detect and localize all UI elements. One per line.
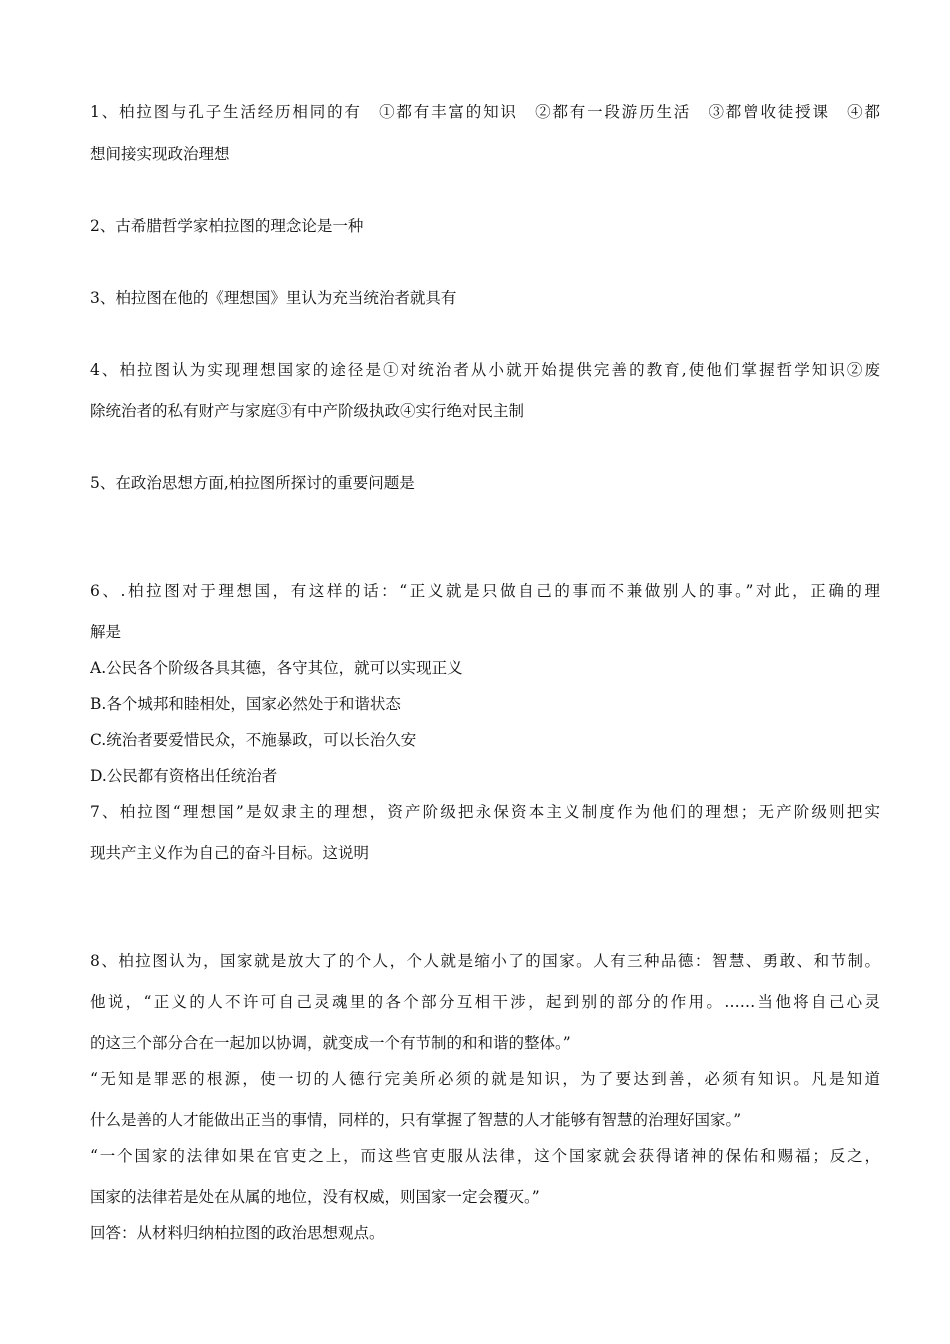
q1-stem-line-1: 1、柏拉图与孔子生活经历相同的有 ①都有丰富的知识 ②都有一段游历生活 ③都曾收徒授课 ④都 bbox=[90, 103, 880, 121]
q6-option-b: B.各个城邦和睦相处，国家必然处于和谐状态 bbox=[90, 695, 401, 713]
q8-stem-line-6: “一个国家的法律如果在官吏之上，而这些官吏服从法律，这个国家就会获得诸神的保佑和赐福；反之， bbox=[90, 1147, 880, 1165]
q1-stem-line-2: 想间接实现政治理想 bbox=[90, 145, 230, 163]
q8-stem-line-2: 他说，“正义的人不许可自己灵魂里的各个部分互相干涉，起到别的部分的作用。……当他将自己心灵 bbox=[90, 993, 880, 1011]
q5-stem: 5、在政治思想方面,柏拉图所探讨的重要问题是 bbox=[90, 474, 415, 492]
q8-stem-line-4: “无知是罪恶的根源，使一切的人德行完美所必须的就是知识，为了要达到善，必须有知识。凡是知道 bbox=[90, 1070, 880, 1088]
q3-stem: 3、柏拉图在他的《理想国》里认为充当统治者就具有 bbox=[90, 289, 457, 307]
q4-stem-line-2: 除统治者的私有财产与家庭③有中产阶级执政④实行绝对民主制 bbox=[90, 402, 525, 420]
q6-stem-line-1: 6、.柏拉图对于理想国，有这样的话：“正义就是只做自己的事而不兼做别人的事。”对此，正确的理 bbox=[90, 582, 880, 600]
q8-answer-prompt: 回答：从材料归纳柏拉图的政治思想观点。 bbox=[90, 1224, 385, 1242]
q8-stem-line-3: 的这三个部分合在一起加以协调，就变成一个有节制的和和谐的整体。” bbox=[90, 1034, 571, 1052]
q7-stem-line-1: 7、柏拉图“理想国”是奴隶主的理想，资产阶级把永保资本主义制度作为他们的理想；无产阶级则把实 bbox=[90, 803, 880, 821]
q2-stem: 2、古希腊哲学家柏拉图的理念论是一种 bbox=[90, 217, 364, 235]
q7-stem-line-2: 现共产主义作为自己的奋斗目标。这说明 bbox=[90, 844, 370, 862]
q8-stem-line-5: 什么是善的人才能做出正当的事情，同样的，只有掌握了智慧的人才能够有智慧的治理好国家。” bbox=[90, 1111, 742, 1129]
q8-stem-line-1: 8、柏拉图认为，国家就是放大了的个人，个人就是缩小了的国家。人有三种品德：智慧、勇敢、和节制。 bbox=[90, 952, 880, 970]
q6-stem-line-2: 解是 bbox=[90, 623, 122, 641]
q6-option-a: A.公民各个阶级各具其德，各守其位，就可以实现正义 bbox=[90, 659, 463, 677]
q8-stem-line-7: 国家的法律若是处在从属的地位，没有权威，则国家一定会覆灭。” bbox=[90, 1188, 540, 1206]
q6-option-d: D.公民都有资格出任统治者 bbox=[90, 767, 278, 785]
q6-option-c: C.统治者要爱惜民众，不施暴政，可以长治久安 bbox=[90, 731, 417, 749]
q4-stem-line-1: 4、柏拉图认为实现理想国家的途径是①对统治者从小就开始提供完善的教育,使他们掌握哲学知识②废 bbox=[90, 361, 880, 379]
